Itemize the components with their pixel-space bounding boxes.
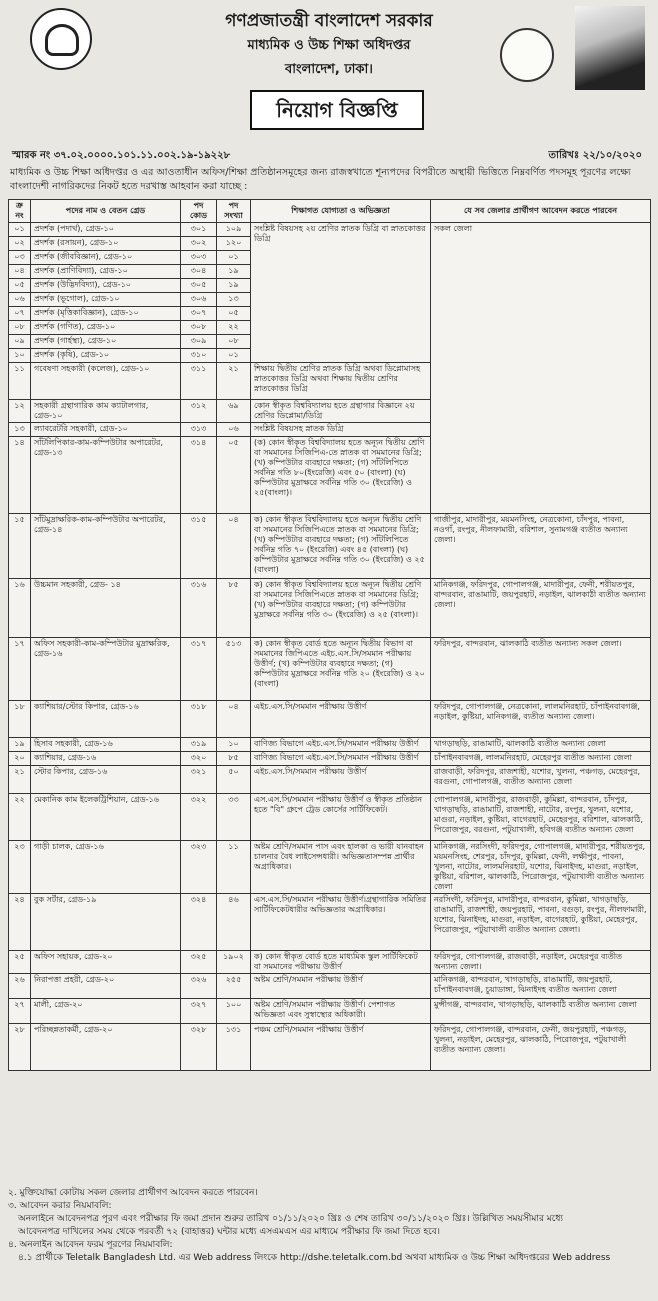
group-district-cell <box>431 223 651 514</box>
post-name-cell: গবেষণা সহকারী (কলেজ), গ্রেড-১০ <box>31 363 181 400</box>
post-code-cell: ৩২০ <box>181 752 217 766</box>
serial-cell: ২৮ <box>9 1024 31 1071</box>
qualification-cell: অষ্টম শ্রেণি/সমমান পরীক্ষায় উত্তীর্ণ। পেশাগত অভিজ্ঞতা এবং সুস্বাস্থ্যের অধিকারী। <box>251 999 431 1024</box>
district-cell: খাগড়াছড়ি, রাঙামাটি, ঝালকাঠি ব্যতীত অন্যান্য জেলা <box>431 738 651 752</box>
post-count-cell: ১৩ <box>217 293 251 307</box>
post-name-cell: প্রদর্শক (গার্হস্থ্য), গ্রেড-১০ <box>31 335 181 349</box>
post-code-cell: ৩১৬ <box>181 579 217 638</box>
qualification-cell: কোন স্বীকৃত বিশ্ববিদ্যালয় হতে গ্রন্থাগার বিজ্ঞানে ২য় শ্রেণির ডিপ্লোমা/ডিগ্রি <box>251 400 431 423</box>
table-header-row <box>9 200 651 223</box>
table-row <box>9 894 651 951</box>
post-code-cell: ৩০২ <box>181 237 217 251</box>
qualification-cell: ক) কোন স্বীকৃত বোর্ড হতে মাধ্যমিক স্কুল সার্টিফিকেট বা সমমানের পরীক্ষায় উত্তীর্ণ <box>251 951 431 974</box>
post-code-cell: ৩১২ <box>181 400 217 423</box>
serial-cell: ২৭ <box>9 999 31 1024</box>
serial-cell: ০৪ <box>9 265 31 279</box>
post-code-cell: ৩১৮ <box>181 701 217 738</box>
qualification-cell: পঞ্চম শ্রেণি/সমমান পরীক্ষায় উত্তীর্ণ <box>251 1024 431 1071</box>
qualification-cell: অষ্টম শ্রেণি/সমমান পরীক্ষায় উত্তীর্ণ <box>251 974 431 999</box>
table-row <box>9 514 651 579</box>
post-name-cell: সহকারী গ্রন্থাগারিক কাম ক্যাটালগার, গ্রেড-১০ <box>31 400 181 423</box>
post-count-cell: ২২ <box>217 321 251 335</box>
post-name-cell: মালী, গ্রেড-২০ <box>31 999 181 1024</box>
header-post-code: পদ কোড <box>181 200 217 223</box>
post-count-cell: ১৩১ <box>217 1024 251 1071</box>
serial-cell: ০৬ <box>9 293 31 307</box>
post-count-cell: ৩৩ <box>217 794 251 841</box>
post-count-cell: ৫০ <box>217 766 251 794</box>
post-name-cell: প্রদর্শক (গণিত), গ্রেড-১০ <box>31 321 181 335</box>
government-title: গণপ্রজাতন্ত্রী বাংলাদেশ সরকার <box>225 11 433 31</box>
post-count-cell: ১৯০২ <box>217 951 251 974</box>
post-name-cell: প্রদর্শক (ভূগোল), গ্রেড-১০ <box>31 293 181 307</box>
district-cell: চাঁপাইনবাবগঞ্জ, লালমনিরহাট, মেহেরপুর ব্যতীত অন্যান্য জেলা <box>431 752 651 766</box>
table-row <box>9 223 651 237</box>
post-name-cell: মেকানিক কাম ইলেকট্রিশিয়ান, গ্রেড-১৬ <box>31 794 181 841</box>
district-cell: রাজবাড়ী, ফরিদপুর, রাজশাহী, যশোর, খুলনা, পঞ্চগড়, মেহেরপুর, বরগুনা, গোপালগঞ্জ, ব্যতীত অন্যান্য জেলা <box>431 766 651 794</box>
serial-cell: ১৮ <box>9 701 31 738</box>
post-count-cell: ৪৬ <box>217 894 251 951</box>
serial-cell: ২০ <box>9 752 31 766</box>
serial-cell: ১৭ <box>9 638 31 701</box>
post-count-cell: ১০ <box>217 738 251 752</box>
post-count-cell: ১০৯ <box>217 223 251 237</box>
group-qualification-cell: সংশ্লিষ্ট বিষয়সহ ২য় শ্রেণির স্নাতক ডিগ্রি বা স্নাতকোত্তর ডিগ্রি <box>251 223 431 363</box>
post-name-cell: অফিস সহায়ক, গ্রেড-২০ <box>31 951 181 974</box>
note-4: ৪. অনলাইন আবেদন ফরম পূরণের নিয়মাবলি: <box>8 1240 173 1250</box>
table-row <box>9 638 651 701</box>
district-cell: ফরিদপুর, গোপালগঞ্জ, রাজবাড়ী, নড়াইল, মেহেরপুর ব্যতীত অন্যান্য জেলা। <box>431 951 651 974</box>
post-name-cell: বুক সর্টার, গ্রেড-১৯ <box>31 894 181 951</box>
qualification-cell: বাণিজ্য বিভাগে এইচ.এস.সি/সমমান পরীক্ষায় উত্তীর্ণ <box>251 738 431 752</box>
header-qualification: শিক্ষাগত যোগ্যতা ও অভিজ্ঞতা <box>251 200 431 223</box>
post-count-cell: ০১ <box>217 349 251 363</box>
memo-number: স্মারক নং ৩৭.০২.০০০০.১০১.১১.০০২.১৯-১৯২২৮ <box>12 150 231 161</box>
post-name-cell: প্রদর্শক (উদ্ভিদবিদ্যা), গ্রেড-১০ <box>31 279 181 293</box>
post-count-cell: ৬৯ <box>217 400 251 423</box>
post-name-cell: গাড়ী চালক, গ্রেড-১৬ <box>31 841 181 894</box>
table-row <box>9 951 651 974</box>
post-code-cell: ৩২৪ <box>181 894 217 951</box>
serial-cell: ১১ <box>9 363 31 400</box>
qualification-cell: এইচ.এস.সি/সমমান পরীক্ষায় উত্তীর্ণ <box>251 701 431 738</box>
post-code-cell: ৩০৫ <box>181 279 217 293</box>
serial-cell: ২৩ <box>9 841 31 894</box>
serial-cell: ১৫ <box>9 514 31 579</box>
department-title: মাধ্যমিক ও উচ্চ শিক্ষা অধিদপ্তর <box>247 38 411 53</box>
post-count-cell: ০১ <box>217 251 251 265</box>
post-code-cell: ৩২২ <box>181 794 217 841</box>
post-count-cell: ০৪ <box>217 701 251 738</box>
note-3: ৩. আবেদন করার নিয়মাবলি: <box>8 1201 112 1211</box>
post-code-cell: ৩১০ <box>181 349 217 363</box>
serial-cell: ০২ <box>9 237 31 251</box>
post-code-cell: ৩০৭ <box>181 307 217 321</box>
post-name-cell: ক্যাশিয়ার, গ্রেড-১৬ <box>31 752 181 766</box>
note-3-line-1: অনলাইনে আবেদনপত্র পূরণ এবং পরীক্ষার ফি জমা প্রদান শুরুর তারিখ ০১/১১/২০২০ খ্রিঃ ও শেষ তারিখ ৩০/১১/২০২০ খ্রিঃ। উল্লিখিত সময়সীমার মধ্যে <box>18 1214 564 1224</box>
post-count-cell: ০৮ <box>217 335 251 349</box>
district-cell: মানিকগঞ্জ, নরসিংদী, ফরিদপুর, গোপালগঞ্জ, মাদারীপুর, শরীয়তপুর, ময়মনসিংহ, শেরপুর, চাঁদপুর, কুমিল্লা, ফেনী, লক্ষীপুর, পাবনা, খুলনা, নাটোর, লালমনিরহাট, যশোর, ঝিনাইদহ, মাগুরা, নড়াইল, কুষ্টিয়া, বরিশাল, ঝালকাঠি, পিরোজপুর, পটুয়াখালী ব্যতীত অন্যান্য জেলা <box>431 841 651 894</box>
header <box>0 0 658 142</box>
post-name-cell: প্রদর্শক (প্রাণিবিদ্যা), গ্রেড-১০ <box>31 265 181 279</box>
qualification-cell: এইচ.এস.সি/সমমান পরীক্ষায় উত্তীর্ণ <box>251 766 431 794</box>
serial-cell: ১০ <box>9 349 31 363</box>
qualification-cell: ক) কোন স্বীকৃত বোর্ড হতে অন্যূন দ্বিতীয় বিভাগ বা সমমানের জিপিএতে এইচ.এস.সি/সমমান পরীক্ষায় উত্তীর্ণ; (খ) কম্পিউটার ব্যবহারে দক্ষতা; (গ) কম্পিউটার মুদ্রাক্ষরে সর্বনিম্ন গতি ২০ (ইংরেজি) ও ২০ (বাংলা) <box>251 638 431 701</box>
post-name-cell: সাঁটলিপিকার-কাম-কম্পিউটার অপারেটর, গ্রেড-১৩ <box>31 437 181 514</box>
qualification-cell: ক) কোন স্বীকৃত বিশ্ববিদ্যালয় হতে অন্যূন দ্বিতীয় শ্রেণি বা সমমানের সিজিপিএতে স্নাতক বা সমমানের ডিগ্রি; (খ) কম্পিউটার ব্যবহারে দক্ষতা; (গ) সাঁটলিপিতে সর্বনিম্ন গতি ৭০ (ইংরেজি) এবং ৪৫ (বাংলা) (ঘ) কম্পিউটার মুদ্রাক্ষরে সর্বনিম্ন গতি ৩০ (ইংরেজি) ও ২৫ (বাংলা) <box>251 514 431 579</box>
post-name-cell: ক্যাশিয়ার/স্টোর কিপার, গ্রেড-১৬ <box>31 701 181 738</box>
serial-cell: ১৯ <box>9 738 31 752</box>
post-name-cell: প্রদর্শক (জীববিজ্ঞান), গ্রেড-১০ <box>31 251 181 265</box>
post-count-cell: ১০০ <box>217 999 251 1024</box>
post-name-cell: নিরাপত্তা প্রহরী, গ্রেড-২০ <box>31 974 181 999</box>
serial-cell: ২৪ <box>9 894 31 951</box>
district-cell: ফরিদপুর, গোপালগঞ্জ, নেত্রকোনা, লালমনিরহাট, চাঁপাইনবাবগঞ্জ, নড়াইল, কুষ্টিয়া, মানিকগঞ্জ, ব্যতীত অন্যান্য জেলা। <box>431 701 651 738</box>
district-cell: নরসিংদী, ফরিদপুর, মাদারীপুর, বান্দরবান, কুমিল্লা, খাগড়াছড়ি, রাঙামাটি, রাজশাহী, জয়পুরহাট, পাবনা, বগুড়া, রংপুর, নীলফামারী, যশোর, ঝিনাইদহ, মাগুরা, নড়াইল, বাগেরহাট, কুষ্টিয়া, মেহেরপুর, পিরোজপুর, পটুয়াখালী ব্যতীত অন্যান্য জেলা। <box>431 894 651 951</box>
post-code-cell: ৩২৬ <box>181 974 217 999</box>
table-row <box>9 841 651 894</box>
serial-cell: ১৬ <box>9 579 31 638</box>
district-cell: ফরিদপুর, গোপালগঞ্জ, বান্দরবান, ফেনী, জয়পুরহাট, পঞ্চগড়, খুলনা, নড়াইল, মেহেরপুর, ঝালকাঠি, পিরোজপুর, পটুয়াখালী ব্যতীত অন্যান্য জেলা। <box>431 1024 651 1071</box>
post-count-cell: ০৫ <box>217 307 251 321</box>
qualification-cell: শিক্ষায় দ্বিতীয় শ্রেণির স্নাতক ডিগ্রি অথবা ডিপ্লোমাসহ স্নাতকোত্তর ডিগ্রি অথবা শিক্ষায় দ্বিতীয় শ্রেণির স্নাতকোত্তর ডিগ্রি <box>251 363 431 400</box>
post-code-cell: ৩২৭ <box>181 999 217 1024</box>
serial-cell: ০৩ <box>9 251 31 265</box>
serial-cell: ২৬ <box>9 974 31 999</box>
header-districts: যে সব জেলার প্রার্থীগণ আবেদন করতে পারবেন <box>431 200 651 223</box>
post-code-cell: ৩২৫ <box>181 951 217 974</box>
serial-cell: ১৩ <box>9 423 31 437</box>
table-row <box>9 738 651 752</box>
post-count-cell: ৮৫ <box>217 752 251 766</box>
table-row <box>9 752 651 766</box>
header-serial: ক্র নং <box>9 200 31 223</box>
group-district-text: সকল জেলা <box>434 224 473 233</box>
post-code-cell: ৩২৩ <box>181 841 217 894</box>
header-post-name: পদের নাম ও বেতন গ্রেড <box>31 200 181 223</box>
serial-cell: ০৫ <box>9 279 31 293</box>
qualification-cell: অষ্টম শ্রেণি/সমমান পাস এবং হালকা ও ভারী যানবাহন চালনার বৈধ লাইসেন্সধারী। অভিজ্ঞতাসম্পন্ন প্রার্থীর অগ্রাধিকার। <box>251 841 431 894</box>
serial-cell: ০৯ <box>9 335 31 349</box>
qualification-cell: ক) কোন স্বীকৃত বিশ্ববিদ্যালয় হতে অন্যূন দ্বিতীয় শ্রেণি বা সমমানের সিজিপিএতে স্নাতক বা সমমানের ডিগ্রি; (খ) কম্পিউটার ব্যবহারে দক্ষতা; (গ) কম্পিউটার মুদ্রাক্ষরে সর্বনিম্ন গতি ৩০ (ইংরেজি) ও ২৫ (বাংলা)। <box>251 579 431 638</box>
post-code-cell: ৩১১ <box>181 363 217 400</box>
serial-cell: ০৮ <box>9 321 31 335</box>
post-count-cell: ২৫৫ <box>217 974 251 999</box>
notes-section <box>8 1187 650 1265</box>
serial-cell: ২৫ <box>9 951 31 974</box>
post-name-cell: ল্যাবরেটরি সহকারী, গ্রেড-১০ <box>31 423 181 437</box>
post-code-cell: ৩১৫ <box>181 514 217 579</box>
notice-banner: নিয়োগ বিজ্ঞপ্তি <box>250 90 424 130</box>
serial-cell: ১২ <box>9 400 31 423</box>
post-code-cell: ৩২৮ <box>181 1024 217 1071</box>
post-name-cell: প্রদর্শক (পদার্থ), গ্রেড-১০ <box>31 223 181 237</box>
district-cell: ফরিদপুর, বান্দরবান, ঝালকাঠি ব্যতীত অন্যান্য সকল জেলা। <box>431 638 651 701</box>
post-code-cell: ৩০৪ <box>181 265 217 279</box>
header-post-count: পদ সংখ্যা <box>217 200 251 223</box>
table-row <box>9 701 651 738</box>
notice-date: তারিখঃ ২২/১০/২০২০ <box>548 150 642 161</box>
post-count-cell: ০৬ <box>217 423 251 437</box>
post-name-cell: প্রদর্শক (রসায়ন), গ্রেড-১০ <box>31 237 181 251</box>
post-name-cell: প্রদর্শক (কৃষি), গ্রেড-১০ <box>31 349 181 363</box>
table-row <box>9 766 651 794</box>
serial-cell: ১৪ <box>9 437 31 514</box>
serial-cell: ২২ <box>9 794 31 841</box>
serial-cell: ০১ <box>9 223 31 237</box>
location-title: বাংলাদেশ, ঢাকা। <box>285 62 373 77</box>
post-name-cell: অফিস সহকারী-কাম-কম্পিউটার মুদ্রাক্ষরিক, গ্রেড-১৬ <box>31 638 181 701</box>
note-2: ২. মুক্তিযোদ্ধা কোটায় সকল জেলার প্রার্থীগণ আবেদন করতে পারবেন। <box>8 1188 258 1198</box>
post-count-cell: ৮৫ <box>217 579 251 638</box>
table-row <box>9 1024 651 1071</box>
post-code-cell: ৩০৬ <box>181 293 217 307</box>
note-4-1: ৪.১ প্রার্থীকে Teletalk Bangladesh Ltd. এর Web address লিংকে http://dshe.teletalk.com.bd অথবা মাধ্যমিক ও উচ্চ শিক্ষা অধিদপ্তরের Web address <box>18 1253 611 1263</box>
post-name-cell: উচ্চমান সহকারী, গ্রেড- ১৪ <box>31 579 181 638</box>
qualification-cell: বাণিজ্য বিভাগে এইচ.এস.সি/সমমান পরীক্ষায় উত্তীর্ণ <box>251 752 431 766</box>
post-name-cell: স্টোর কিপার, গ্রেড-১৬ <box>31 766 181 794</box>
note-3-line-2: আবেদনপত্র দাখিলের সময় থেকে পরবর্তী ৭২ (বাহাত্তর) ঘন্টার মধ্যে এসএমএস এর মাধ্যমে পরীক্ষার ফি জমা দিতে হবে। <box>18 1227 441 1237</box>
table-row <box>9 974 651 999</box>
post-code-cell: ৩০১ <box>181 223 217 237</box>
post-code-cell: ৩১৭ <box>181 638 217 701</box>
district-cell: গাজীপুর, মাদারীপুর, ময়মনসিংহ, নেত্রকোনা, চাঁদপুর, পাবনা, নওগাঁ, রংপুর, নীলফামারী, বরিশাল, সুনামগঞ্জ ব্যতীত অন্যান্য জেলা। <box>431 514 651 579</box>
district-cell: মুন্সীগঞ্জ, বান্দরবান, খাগড়াছড়ি, ঝালকাঠি ব্যতীত অন্যান্য জেলা <box>431 999 651 1024</box>
intro-paragraph: মাধ্যমিক ও উচ্চ শিক্ষা অধিদপ্তর ও এর আওতাধীন অফিস/শিক্ষা প্রতিষ্ঠানসমূহের জন্য রাজস্বখাতে শূন্যপদের বিপরীতে অস্থায়ী ভিত্তিতে নিম্নবর্ণিত পদসমূহ পূরণের লক্ষ্যে বাংলাদেশী নাগরিকদের নিকট হতে দরখাস্ত আহবান করা যাচ্ছে : <box>10 167 631 192</box>
post-name-cell: প্রদর্শক (মৃত্তিকাবিজ্ঞান), গ্রেড-১০ <box>31 307 181 321</box>
qualification-cell: এস.এস.সি/সমমান পরীক্ষায় উত্তীর্ণ।গ্রন্থাগারিক সমিতির সার্টিফিকেটধারীর অভিজ্ঞতার অগ্রাধিকার। <box>251 894 431 951</box>
post-count-cell: ১৯ <box>217 265 251 279</box>
qualification-cell: সংশ্লিষ্ট বিষয়সহ স্নাতক ডিগ্রি <box>251 423 431 437</box>
post-code-cell: ৩১৩ <box>181 423 217 437</box>
post-code-cell: ৩১৯ <box>181 738 217 752</box>
qualification-cell: (ক) কোন স্বীকৃত বিশ্ববিদ্যালয় হতে অন্যূন দ্বিতীয় শ্রেণি বা সমমানের সিজিপিএ-তে স্নাতক বা সমমানের ডিগ্রি; (খ) কম্পিউটার ব্যবহারে দক্ষতা; (গ) সাঁটলিপিতে সর্বনিম্ন গতি ৮০(ইংরেজি) এবং ৫০ (বাংলা) (ঘ) কম্পিউটার মুদ্রাক্ষরে সর্বনিম্ন গতি ৩০ (ইংরেজি) ও ২৫(বাংলা)। <box>251 437 431 514</box>
post-code-cell: ৩০৯ <box>181 335 217 349</box>
post-count-cell: ১৯ <box>217 279 251 293</box>
table-row <box>9 579 651 638</box>
post-code-cell: ৩০৩ <box>181 251 217 265</box>
district-cell: মানিকগঞ্জ, বান্দরবান, খাগড়াছড়ি, রাঙামাটি, জয়পুরহাট, চাঁপাইনবাবগঞ্জ, চুয়াডাঙ্গা, ঝিনাইদহ ব্যতীত অন্যান্য জেলা <box>431 974 651 999</box>
district-cell: গোপালগঞ্জ, মাদারীপুর, রাজবাড়ী, কুমিল্লা, বান্দরবান, চাঁদপুর, খাগড়াছড়ি, রাঙামাটি, রাজশাহী, নাটোর, রংপুর, খুলনা, যশোর, মাগুরা, নড়াইল, কুষ্টিয়া, বাগেরহাট, মেহেরপুর, বরিশাল, ঝালকাঠি, পিরোজপুর, বরগুনা, পটুয়াখালী, হবিগঞ্জ ব্যতীত অন্যান্য জেলা <box>431 794 651 841</box>
post-name-cell: সাঁটমুদ্রাক্ষরিক-কাম-কম্পিউটার অপারেটর, গ্রেড-১৪ <box>31 514 181 579</box>
post-count-cell: ১২০ <box>217 237 251 251</box>
post-count-cell: ০৪ <box>217 514 251 579</box>
table-row <box>9 999 651 1024</box>
post-name-cell: পরিচ্ছন্নতাকর্মী, গ্রেড-২০ <box>31 1024 181 1071</box>
posts-table <box>8 199 651 1071</box>
serial-cell: ০৭ <box>9 307 31 321</box>
post-count-cell: ২১ <box>217 363 251 400</box>
post-count-cell: ৫১৩ <box>217 638 251 701</box>
post-code-cell: ৩২১ <box>181 766 217 794</box>
qualification-cell: এস.এস.সি/সমমান পরীক্ষায় উত্তীর্ণ ও স্বীকৃত প্রতিষ্ঠান হতে "বি" গ্রুপে ট্রেড কোর্সের সার্টিফিকেট। <box>251 794 431 841</box>
post-code-cell: ৩১৪ <box>181 437 217 514</box>
serial-cell: ২১ <box>9 766 31 794</box>
table-row <box>9 794 651 841</box>
district-cell: মানিকগঞ্জ, ফরিদপুর, গোপালগঞ্জ, মাদারীপুর, ফেনী, শরীয়তপুর, বান্দরবান, রাঙামাটি, জয়পুরহাট, নড়াইল, ঝালকাঠী ব্যতীত অন্যান্য জেলা। <box>431 579 651 638</box>
post-count-cell: ০৫ <box>217 437 251 514</box>
post-name-cell: হিসাব সহকারী, গ্রেড-১৬ <box>31 738 181 752</box>
post-count-cell: ১১ <box>217 841 251 894</box>
post-code-cell: ৩০৮ <box>181 321 217 335</box>
